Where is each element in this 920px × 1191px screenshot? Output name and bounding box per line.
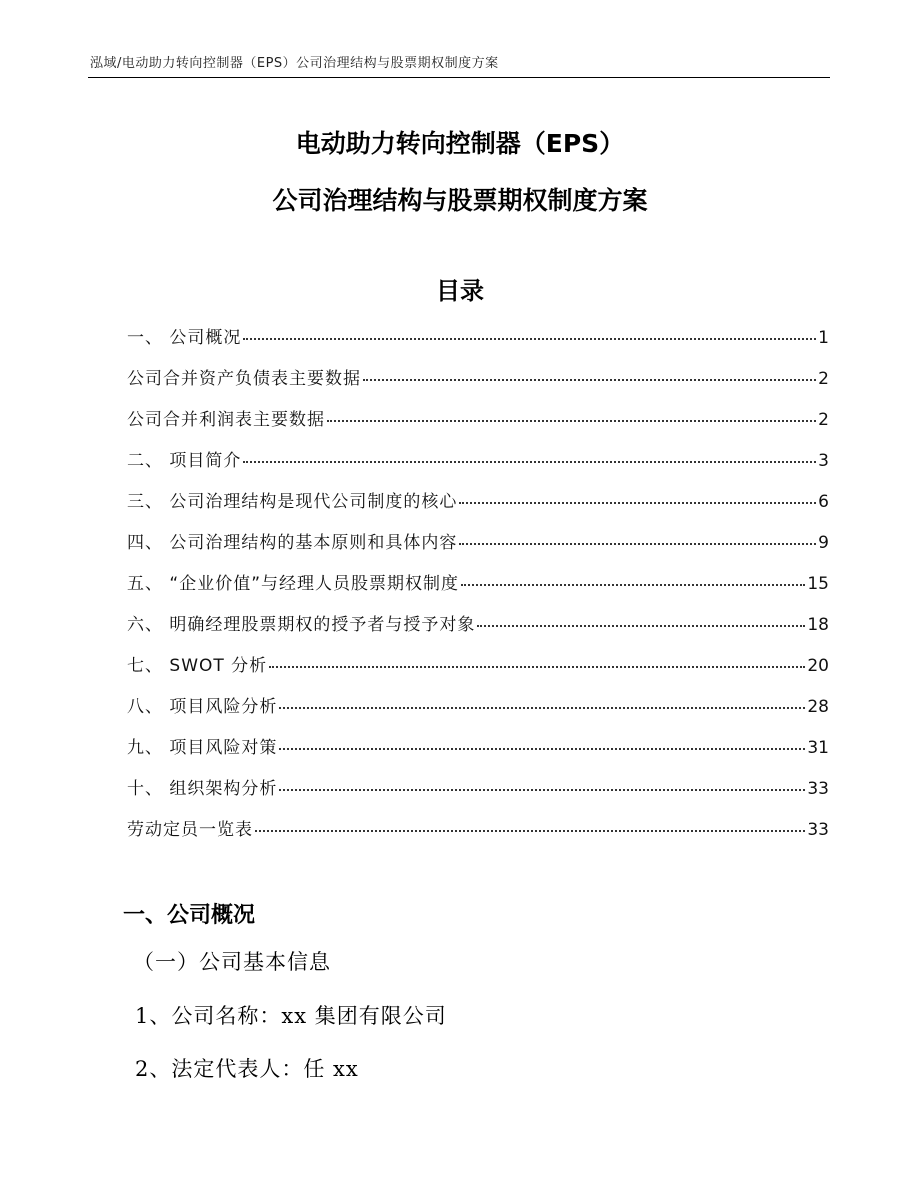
toc-entry[interactable] [127,323,829,364]
toc-entry[interactable] [127,774,829,815]
toc-entry-label: 一、 公司概况 [127,328,242,348]
toc-leader-dots [269,666,805,668]
toc-entry[interactable] [127,692,829,733]
toc-leader-dots [461,584,805,586]
table-of-contents [127,323,829,856]
toc-entry-page: 33 [807,820,829,840]
toc-entry[interactable] [127,733,829,774]
toc-entry-label: 九、 项目风险对策 [127,738,278,758]
toc-entry[interactable] [127,651,829,692]
section-heading: 一、公司概况 [123,903,256,928]
subsection-heading: （一）公司基本信息 [133,950,331,974]
toc-entry-page: 6 [818,492,829,512]
toc-leader-dots [327,420,816,422]
toc-entry-label: 公司合并利润表主要数据 [127,410,325,430]
toc-leader-dots [243,338,816,340]
toc-entry-page: 28 [807,697,829,717]
toc-entry-page: 1 [818,328,829,348]
toc-leader-dots [477,625,805,627]
header-divider [88,77,830,78]
toc-entry-page: 15 [807,574,829,594]
toc-leader-dots [459,502,816,504]
toc-leader-dots [255,830,805,832]
toc-entry-page: 3 [818,451,829,471]
company-name-line: 1、公司名称：xx 集团有限公司 [135,1004,447,1028]
toc-entry-label: 五、 “企业价值”与经理人员股票期权制度 [127,574,460,594]
toc-entry-label: 二、 项目简介 [127,451,242,471]
toc-entry-page: 33 [807,779,829,799]
toc-leader-dots [279,707,805,709]
toc-entry-label: 三、 公司治理结构是现代公司制度的核心 [127,492,458,512]
toc-entry-label: 四、 公司治理结构的基本原则和具体内容 [127,533,458,553]
document-title-line-2: 公司治理结构与股票期权制度方案 [272,186,648,215]
toc-entry-page: 31 [807,738,829,758]
running-header: 泓域/电动助力转向控制器（EPS）公司治理结构与股票期权制度方案 [90,56,499,71]
toc-entry[interactable] [127,815,829,856]
toc-entry-label: 十、 组织架构分析 [127,779,278,799]
toc-leader-dots [243,461,816,463]
toc-leader-dots [363,379,816,381]
toc-leader-dots [279,748,805,750]
toc-entry-page: 2 [818,369,829,389]
toc-entry[interactable] [127,528,829,569]
document-title-line-1: 电动助力转向控制器（EPS） [295,129,625,158]
toc-entry-page: 2 [818,410,829,430]
toc-entry[interactable] [127,446,829,487]
toc-entry[interactable] [127,569,829,610]
toc-entry[interactable] [127,405,829,446]
toc-entry-label: 八、 项目风险分析 [127,697,278,717]
toc-entry-page: 18 [807,615,829,635]
toc-entry[interactable] [127,364,829,405]
toc-entry[interactable] [127,610,829,651]
toc-entry-page: 9 [818,533,829,553]
toc-entry-label: 七、 SWOT 分析 [127,656,268,676]
toc-entry-page: 20 [807,656,829,676]
toc-leader-dots [459,543,816,545]
toc-heading: 目录 [436,277,484,305]
toc-entry[interactable] [127,487,829,528]
toc-entry-label: 公司合并资产负债表主要数据 [127,369,361,389]
toc-entry-label: 六、 明确经理股票期权的授予者与授予对象 [127,615,476,635]
legal-representative-line: 2、法定代表人：任 xx [135,1057,359,1081]
toc-entry-label: 劳动定员一览表 [127,820,253,840]
toc-leader-dots [279,789,805,791]
